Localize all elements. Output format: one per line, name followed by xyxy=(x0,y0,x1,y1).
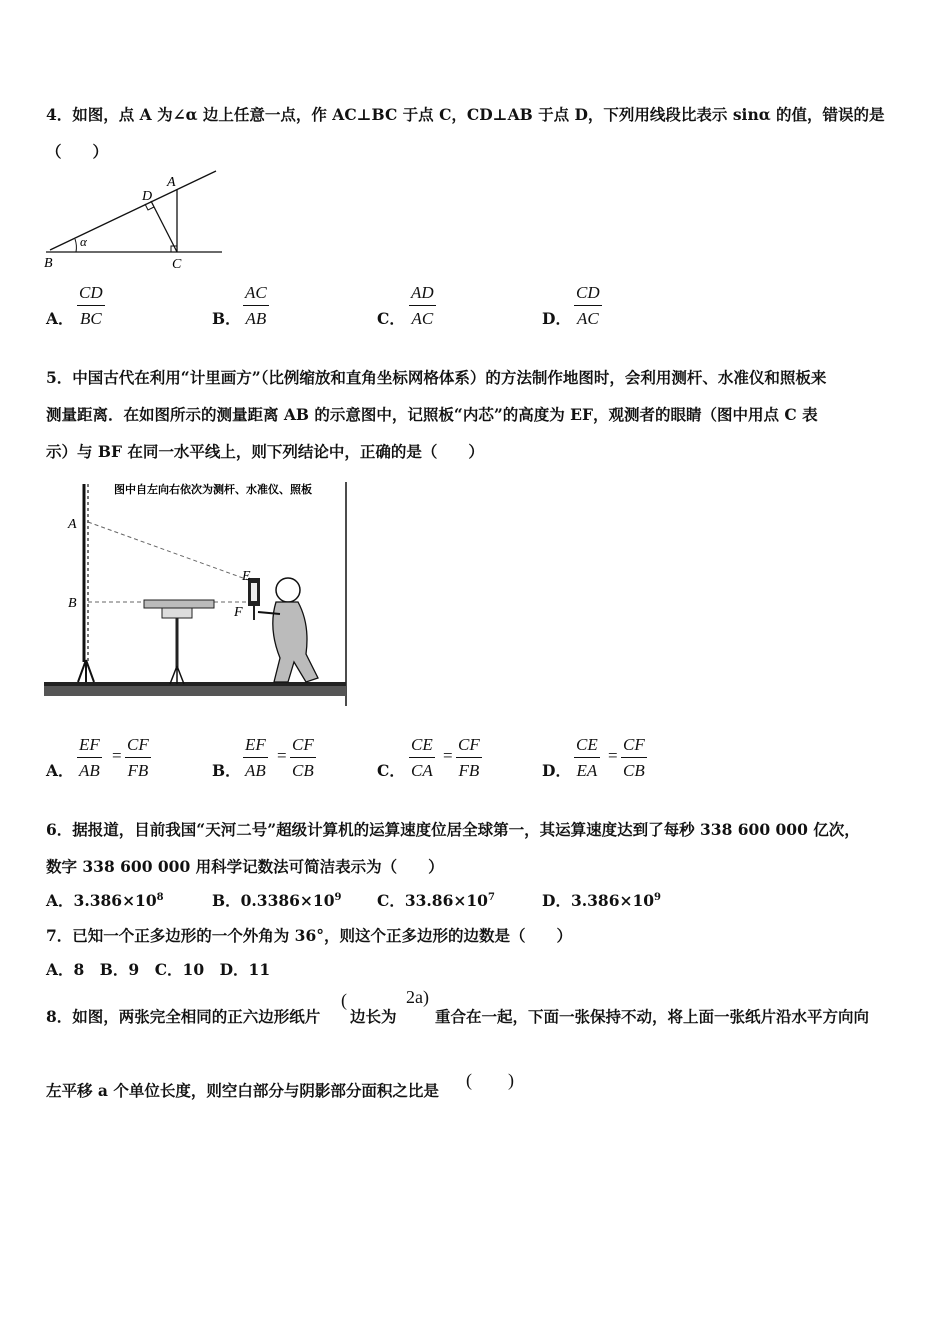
q5-option-d-equals: = xyxy=(608,746,618,765)
q5-option-c-label: C． xyxy=(377,761,405,780)
q4-option-c-fraction xyxy=(409,283,436,329)
q6-option-c xyxy=(377,889,495,911)
q4-label-c: C xyxy=(172,257,182,272)
q4-option-b-num: AC xyxy=(243,283,269,306)
q4-option-d-fraction xyxy=(574,283,602,329)
q4-option-a-label: A． xyxy=(46,309,74,328)
q6-option-c-base: 33.86×10 xyxy=(404,891,488,910)
q5-option-d-label: D． xyxy=(542,761,571,780)
q5-option-c-equals: = xyxy=(443,746,453,765)
q5-option-b-right-den: CB xyxy=(292,761,314,780)
q5-label-f: F xyxy=(234,605,243,620)
q8-stem-part3: 重合在一起，下面一张保持不动，将上面一张纸片沿水平方向向 xyxy=(435,1007,870,1026)
q5-option-b-label: B． xyxy=(212,761,241,780)
q5-option-d-left-num: CE xyxy=(574,735,600,758)
q5-option-b-right-num: CF xyxy=(290,735,316,758)
q8-paren-open: ( xyxy=(341,990,347,1010)
q5-option-c-left-num: CE xyxy=(409,735,435,758)
q5-label-a: A xyxy=(68,517,77,532)
q6-option-b xyxy=(212,889,341,911)
q4-option-b-den: AB xyxy=(245,309,267,328)
q5-survey-figure xyxy=(44,478,350,708)
q5-option-b-right xyxy=(290,735,316,781)
q6-option-d xyxy=(542,889,661,911)
q5-option-a-left xyxy=(77,735,102,781)
q4-option-b-label: B． xyxy=(212,309,241,328)
q4-option-a-fraction xyxy=(77,283,105,329)
q4-option-c-den: AC xyxy=(411,309,434,328)
q7-options: A．8 B．9 C．10 D．11 xyxy=(46,960,271,979)
q4-option-d-label: D． xyxy=(542,309,571,328)
q4-option-d-den: AC xyxy=(576,309,599,328)
q5-option-b-left xyxy=(243,735,268,781)
q6-option-d-base: 3.386×10 xyxy=(570,891,655,910)
q8-answer-blank: ( ) xyxy=(466,1070,514,1090)
q5-option-c-left xyxy=(409,735,435,781)
q4-label-alpha: α xyxy=(80,234,87,249)
q4-stem-line2: （ ） xyxy=(46,142,109,161)
q5-option-c-right-num: CF xyxy=(456,735,482,758)
q8-stem-part1: 8．如图，两张完全相同的正六边形纸片 xyxy=(46,1007,321,1026)
q6-option-c-exp: 7 xyxy=(487,891,495,903)
q5-option-a-equals: = xyxy=(112,746,122,765)
q5-option-c-right-den: FB xyxy=(458,761,480,780)
q6-option-c-label: C． xyxy=(377,891,405,910)
q4-option-c-num: AD xyxy=(409,283,436,306)
q5-option-d-left xyxy=(574,735,600,781)
q8-side-length: 2a) xyxy=(406,987,429,1007)
q5-figure-caption: 图中自左向右依次为测杆、水准仪、照板 xyxy=(114,483,312,496)
q8-stem-line2: 左平移 a 个单位长度，则空白部分与阴影部分面积之比是 xyxy=(46,1081,439,1100)
q5-option-b-left-den: AB xyxy=(245,761,266,780)
q5-option-a-left-num: EF xyxy=(77,735,102,758)
q5-option-d-left-den: EA xyxy=(576,761,598,780)
q6-option-a-label: A． xyxy=(46,891,74,910)
q4-label-b: B xyxy=(44,256,53,271)
q8-stem-part2: 边长为 xyxy=(350,1007,397,1026)
q6-option-a-exp: 8 xyxy=(156,891,164,903)
q6-option-b-label: B． xyxy=(212,891,241,910)
q5-option-c-left-den: CA xyxy=(411,761,433,780)
q5-option-a-left-den: AB xyxy=(79,761,100,780)
q5-option-a-right-den: FB xyxy=(127,761,149,780)
q5-option-b-equals: = xyxy=(277,746,287,765)
q7-stem: 7．已知一个正多边形的一个外角为 36°，则这个正多边形的边数是（ ） xyxy=(46,926,573,945)
q6-option-a xyxy=(46,889,164,911)
q5-label-e: E xyxy=(242,569,251,584)
q6-option-d-exp: 9 xyxy=(654,891,662,903)
q4-triangle-figure xyxy=(44,168,224,272)
q5-stem-line3: 示）与 BF 在同一水平线上，则下列结论中，正确的是（ ） xyxy=(46,442,484,461)
q4-option-c-label: C． xyxy=(377,309,405,328)
q6-option-a-base: 3.386×10 xyxy=(73,891,157,910)
q6-option-b-base: 0.3386×10 xyxy=(240,891,335,910)
q6-option-b-exp: 9 xyxy=(334,891,342,903)
q5-option-d-right-num: CF xyxy=(621,735,647,758)
q4-option-a-num: CD xyxy=(77,283,105,306)
q5-stem-line2: 测量距离．在如图所示的测量距离 AB 的示意图中，记照板“内芯”的高度为 EF，观测者的眼睛（图中用点 C 表 xyxy=(46,405,818,424)
q6-stem-line2: 数字 338 600 000 用科学记数法可简洁表示为（ ） xyxy=(46,857,444,876)
q5-option-a-right xyxy=(125,735,151,781)
q5-label-b: B xyxy=(68,596,77,611)
q4-stem-line1: 4．如图，点 A 为∠α 边上任意一点，作 AC⊥BC 于点 C，CD⊥AB 于点 D，下列用线段比表示 sinα 的值，错误的是 xyxy=(46,105,885,124)
q5-option-d-right xyxy=(621,735,647,781)
q4-option-d-num: CD xyxy=(574,283,602,306)
q6-option-d-label: D． xyxy=(542,891,571,910)
q5-option-a-right-num: CF xyxy=(125,735,151,758)
q4-option-b-fraction xyxy=(243,283,269,329)
q5-stem-line1: 5．中国古代在利用“计里画方”（比例缩放和直角坐标网格体系）的方法制作地图时，会利用测杆、水准仪和照板来 xyxy=(46,368,827,387)
q5-option-b-left-num: EF xyxy=(243,735,268,758)
q4-label-d: D xyxy=(142,189,153,204)
q4-option-a-den: BC xyxy=(79,309,102,328)
q5-option-d-right-den: CB xyxy=(623,761,645,780)
q4-label-a: A xyxy=(167,175,176,190)
q5-option-a-label: A． xyxy=(46,761,74,780)
q6-stem-line1: 6．据报道，目前我国“天河二号”超级计算机的运算速度位居全球第一，其运算速度达到了每秒 338 600 000 亿次， xyxy=(46,820,860,839)
q5-option-c-right xyxy=(456,735,482,781)
